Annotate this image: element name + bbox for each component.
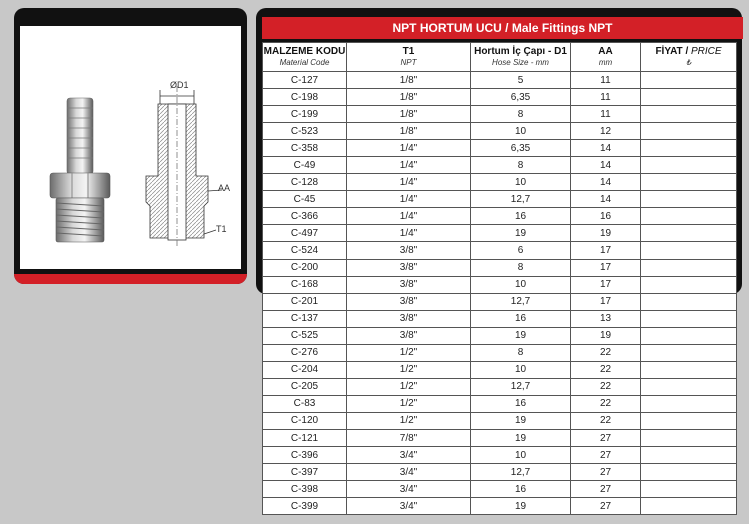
header-aa: AA mm	[571, 43, 641, 72]
table-cell	[641, 293, 737, 310]
table-cell: 27	[571, 498, 641, 515]
table-cell	[641, 89, 737, 106]
table-row	[263, 395, 737, 412]
table-cell: 17	[571, 259, 641, 276]
table-cell: C-399	[263, 498, 347, 515]
table-cell: C-128	[263, 174, 347, 191]
table-row	[263, 174, 737, 191]
table-cell	[641, 481, 737, 498]
table-cell: 19	[571, 225, 641, 242]
table-cell	[641, 225, 737, 242]
table-cell: 14	[571, 191, 641, 208]
table-header-row	[263, 43, 737, 72]
table-cell: C-168	[263, 276, 347, 293]
table-cell: 1/2"	[347, 378, 471, 395]
table-cell: 12	[571, 123, 641, 140]
table-cell: 12,7	[471, 378, 571, 395]
table-cell: 3/8"	[347, 327, 471, 344]
table-cell: 3/4"	[347, 481, 471, 498]
table-cell: C-524	[263, 242, 347, 259]
table-row	[263, 191, 737, 208]
table-cell: 1/4"	[347, 157, 471, 174]
table-cell: 19	[471, 498, 571, 515]
table-row	[263, 208, 737, 225]
table-row	[263, 140, 737, 157]
table-row	[263, 429, 737, 446]
table-cell: 19	[471, 327, 571, 344]
table-cell: 22	[571, 344, 641, 361]
table-cell: 14	[571, 157, 641, 174]
red-accent-bar	[14, 274, 247, 284]
table-row	[263, 412, 737, 429]
table-cell: C-199	[263, 106, 347, 123]
table-cell	[641, 191, 737, 208]
table-row	[263, 378, 737, 395]
table-cell	[641, 361, 737, 378]
table-cell	[641, 412, 737, 429]
table-cell: C-120	[263, 412, 347, 429]
table-cell: 1/4"	[347, 208, 471, 225]
table-cell: 1/8"	[347, 72, 471, 89]
table-cell: 11	[571, 106, 641, 123]
table-cell: C-201	[263, 293, 347, 310]
table-cell: C-198	[263, 89, 347, 106]
aa-label: AA	[218, 183, 231, 193]
header-hose-size: Hortum İç Çapı - D1 Hose Size - mm	[471, 43, 571, 72]
table-cell	[641, 140, 737, 157]
table-cell: C-366	[263, 208, 347, 225]
table-cell: 8	[471, 157, 571, 174]
table-cell: 1/4"	[347, 225, 471, 242]
fitting-photo	[50, 98, 110, 242]
table-cell	[641, 344, 737, 361]
table-row	[263, 157, 737, 174]
table-cell: 14	[571, 140, 641, 157]
table-cell: 8	[471, 344, 571, 361]
table-cell	[641, 242, 737, 259]
table-cell	[641, 310, 737, 327]
table-cell: C-45	[263, 191, 347, 208]
table-cell: C-396	[263, 447, 347, 464]
table-cell: 13	[571, 310, 641, 327]
table-cell: 8	[471, 106, 571, 123]
table-cell	[641, 123, 737, 140]
table-cell: 27	[571, 429, 641, 446]
table-cell: 6	[471, 242, 571, 259]
table-cell: C-127	[263, 72, 347, 89]
table-cell	[641, 464, 737, 481]
table-row	[263, 344, 737, 361]
table-cell: 1/4"	[347, 191, 471, 208]
table-cell: 19	[471, 412, 571, 429]
table-cell: 19	[471, 225, 571, 242]
table-cell: 7/8"	[347, 429, 471, 446]
table-cell	[641, 259, 737, 276]
table-row	[263, 464, 737, 481]
table-cell: 17	[571, 242, 641, 259]
table-row	[263, 498, 737, 515]
table-cell: 16	[471, 310, 571, 327]
table-row	[263, 106, 737, 123]
table-cell: 10	[471, 123, 571, 140]
header-material-code: MALZEME KODU Material Code	[263, 43, 347, 72]
table-row	[263, 361, 737, 378]
table-cell	[641, 447, 737, 464]
table-cell	[641, 106, 737, 123]
table-cell: C-121	[263, 429, 347, 446]
table-cell: 17	[571, 293, 641, 310]
table-row	[263, 276, 737, 293]
table-row	[263, 481, 737, 498]
table-cell	[641, 208, 737, 225]
table-cell: 10	[471, 361, 571, 378]
table-cell: C-205	[263, 378, 347, 395]
table-row	[263, 72, 737, 89]
table-cell	[641, 429, 737, 446]
table-cell: 19	[471, 429, 571, 446]
table-cell: 10	[471, 174, 571, 191]
table-cell: 19	[571, 327, 641, 344]
table-cell	[641, 327, 737, 344]
table-row	[263, 259, 737, 276]
table-cell: C-497	[263, 225, 347, 242]
t1-label: T1	[216, 224, 227, 234]
table-cell	[641, 157, 737, 174]
table-cell: 3/8"	[347, 310, 471, 327]
table-cell: 12,7	[471, 191, 571, 208]
table-cell: 6,35	[471, 140, 571, 157]
table-row	[263, 225, 737, 242]
product-image-card	[14, 8, 247, 284]
table-cell: 27	[571, 481, 641, 498]
table-cell: 1/8"	[347, 123, 471, 140]
table-cell: 8	[471, 259, 571, 276]
table-cell: C-397	[263, 464, 347, 481]
table-row	[263, 310, 737, 327]
table-row	[263, 123, 737, 140]
table-cell: 3/8"	[347, 293, 471, 310]
table-row	[263, 327, 737, 344]
table-cell: C-83	[263, 395, 347, 412]
table-row	[263, 293, 737, 310]
fitting-technical-drawing	[146, 86, 222, 246]
table-cell: C-204	[263, 361, 347, 378]
table-cell: 12,7	[471, 293, 571, 310]
table-cell: 16	[571, 208, 641, 225]
fitting-illustration	[20, 26, 241, 269]
table-cell	[641, 498, 737, 515]
table-row	[263, 242, 737, 259]
table-cell	[641, 174, 737, 191]
table-cell: 3/8"	[347, 242, 471, 259]
table-cell: 3/8"	[347, 259, 471, 276]
table-cell: 1/2"	[347, 361, 471, 378]
table-cell: 16	[471, 481, 571, 498]
table-cell: 6,35	[471, 89, 571, 106]
table-cell: 10	[471, 447, 571, 464]
header-t1: T1 NPT	[347, 43, 471, 72]
d1-label: ØD1	[170, 80, 189, 90]
table-cell: 22	[571, 412, 641, 429]
table-row	[263, 89, 737, 106]
table-cell: 1/2"	[347, 344, 471, 361]
header-price: FİYAT / PRICE ₺	[641, 43, 737, 72]
product-image-panel	[20, 26, 241, 269]
table-cell: 3/8"	[347, 276, 471, 293]
table-cell: 3/4"	[347, 498, 471, 515]
table-cell	[641, 72, 737, 89]
table-title: NPT HORTUM UCU / Male Fittings NPT	[262, 17, 743, 39]
table-cell: 27	[571, 447, 641, 464]
table-cell	[641, 378, 737, 395]
price-table	[262, 42, 737, 515]
table-cell: 3/4"	[347, 447, 471, 464]
table-cell: C-398	[263, 481, 347, 498]
table-cell: 11	[571, 89, 641, 106]
table-cell: 5	[471, 72, 571, 89]
table-cell: 16	[471, 208, 571, 225]
table-cell: 14	[571, 174, 641, 191]
table-cell: C-523	[263, 123, 347, 140]
table-cell	[641, 395, 737, 412]
table-cell: 1/4"	[347, 140, 471, 157]
table-cell: C-200	[263, 259, 347, 276]
table-cell: 22	[571, 378, 641, 395]
table-cell: C-358	[263, 140, 347, 157]
table-cell: 27	[571, 464, 641, 481]
table-cell: C-49	[263, 157, 347, 174]
table-cell: 12,7	[471, 464, 571, 481]
table-cell: C-525	[263, 327, 347, 344]
table-cell: 1/2"	[347, 395, 471, 412]
table-cell: 16	[471, 395, 571, 412]
table-cell: C-276	[263, 344, 347, 361]
table-cell: 1/4"	[347, 174, 471, 191]
table-cell: 1/2"	[347, 412, 471, 429]
table-cell: 10	[471, 276, 571, 293]
table-cell: 22	[571, 361, 641, 378]
table-cell: 17	[571, 276, 641, 293]
table-cell: 22	[571, 395, 641, 412]
table-cell: 3/4"	[347, 464, 471, 481]
table-cell: C-137	[263, 310, 347, 327]
table-cell: 11	[571, 72, 641, 89]
table-cell: 1/8"	[347, 106, 471, 123]
table-cell	[641, 276, 737, 293]
table-row	[263, 447, 737, 464]
table-cell: 1/8"	[347, 89, 471, 106]
